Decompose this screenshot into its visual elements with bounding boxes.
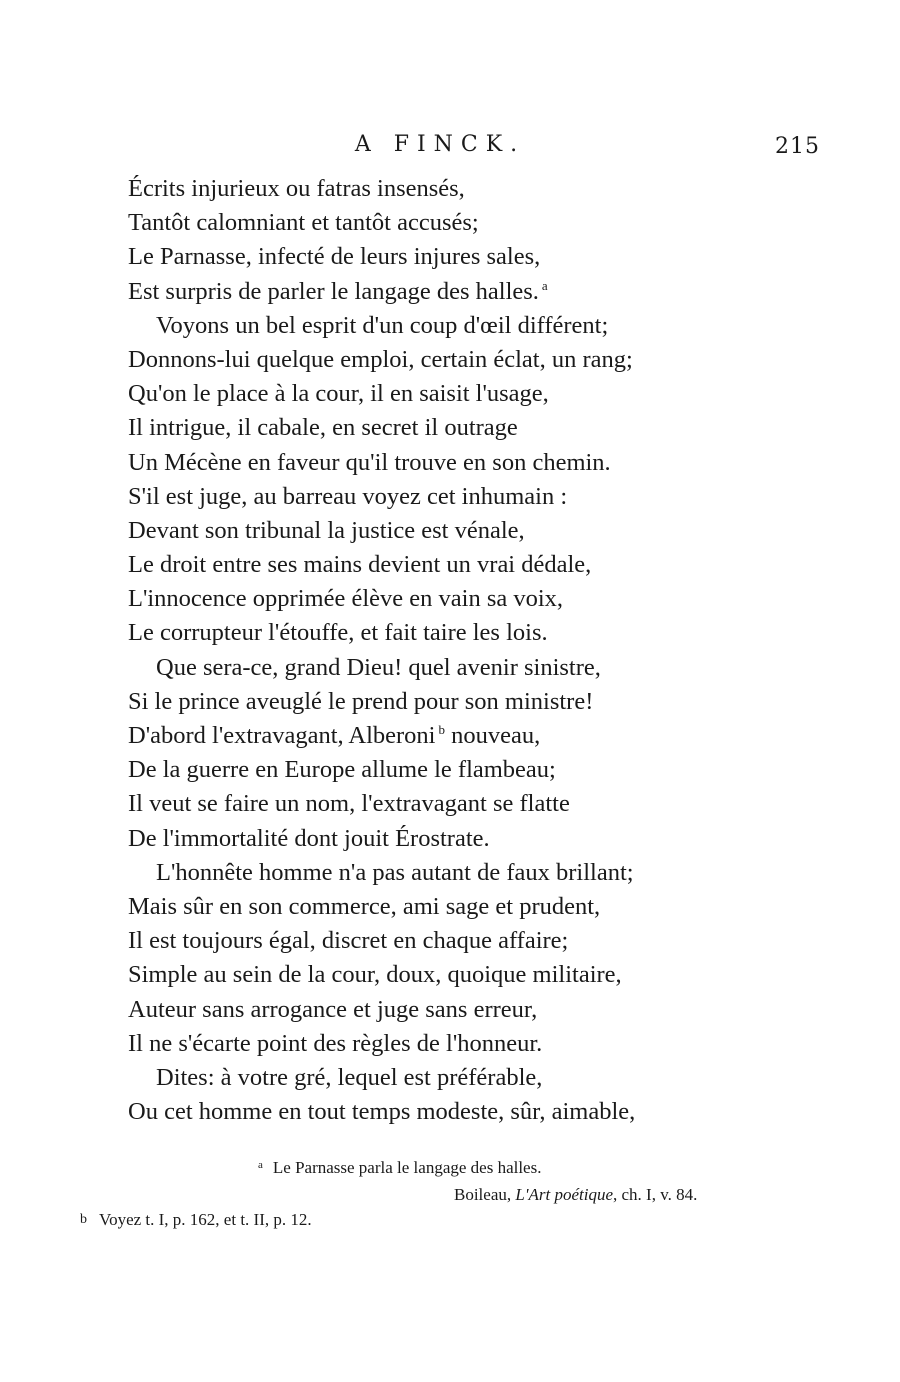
verse-line-text: De l'immortalité dont jouit Érostrate. bbox=[128, 824, 490, 852]
verse-line-text: Le corrupteur l'étouffe, et fait taire les lois. bbox=[128, 619, 548, 647]
verse-line-text: Si le prince aveuglé le prend pour son ministre! bbox=[128, 687, 594, 715]
verse-line bbox=[128, 377, 778, 411]
verse-line-text: S'il est juge, au barreau voyez cet inhumain : bbox=[128, 482, 568, 510]
verse-line-text: Il ne s'écarte point des règles de l'honneur. bbox=[128, 1029, 543, 1057]
verse-line bbox=[128, 206, 778, 240]
footnote-reference-b: b bbox=[438, 722, 445, 737]
verse-block bbox=[128, 172, 778, 1129]
verse-line bbox=[128, 958, 778, 992]
verse-line-text: Est surpris de parler le langage des halles. bbox=[128, 277, 539, 305]
verse-line bbox=[128, 1027, 778, 1061]
footnote-b-text: Voyez t. I, p. 162, et t. II, p. 12. bbox=[99, 1210, 312, 1229]
verse-line bbox=[128, 856, 778, 890]
running-title: A FINCK. bbox=[354, 132, 526, 157]
verse-line-text: Devant son tribunal la justice est vénale, bbox=[128, 516, 525, 544]
verse-line bbox=[128, 890, 778, 924]
attribution-work: L'Art poétique bbox=[515, 1185, 613, 1204]
verse-line-text: Il veut se faire un nom, l'extravagant se flatte bbox=[128, 790, 570, 818]
footnote-b-mark: b bbox=[80, 1212, 87, 1227]
verse-line-text: Ou cet homme en tout temps modeste, sûr, aimable, bbox=[128, 1098, 636, 1126]
verse-line-text: Dites: à votre gré, lequel est préférable, bbox=[156, 1063, 543, 1091]
verse-line bbox=[128, 787, 778, 821]
verse-line-text: Voyons un bel esprit d'un coup d'œil différent; bbox=[156, 311, 609, 339]
verse-line-text: De la guerre en Europe allume le flambeau; bbox=[128, 756, 556, 784]
verse-line bbox=[128, 309, 778, 343]
verse-line bbox=[128, 582, 778, 616]
footnote-b bbox=[80, 1210, 312, 1230]
verse-line bbox=[128, 685, 778, 719]
verse-line bbox=[128, 480, 778, 514]
attribution-reference: , ch. I, v. 84. bbox=[613, 1185, 698, 1204]
verse-line-text: D'abord l'extravagant, Alberoni bbox=[128, 722, 436, 749]
footnote-a bbox=[258, 1158, 541, 1178]
verse-line bbox=[128, 172, 778, 206]
verse-line bbox=[128, 993, 778, 1027]
verse-line bbox=[128, 651, 778, 685]
running-head bbox=[0, 128, 900, 164]
verse-line-text: Écrits injurieux ou fatras insensés, bbox=[128, 175, 465, 202]
verse-line-text: Qu'on le place à la cour, il en saisit l'usage, bbox=[128, 380, 549, 408]
verse-line-text-continued: nouveau, bbox=[445, 722, 541, 749]
verse-line bbox=[128, 343, 778, 377]
footnote-a-attribution bbox=[454, 1185, 697, 1205]
page-number: 215 bbox=[775, 134, 820, 159]
verse-line bbox=[128, 1095, 778, 1129]
verse-line bbox=[128, 548, 778, 582]
verse-line bbox=[128, 753, 778, 787]
verse-line bbox=[128, 240, 778, 274]
verse-line-text: L'innocence opprimée élève en vain sa voix, bbox=[128, 585, 564, 613]
verse-line bbox=[128, 924, 778, 958]
footnote-a-mark: a bbox=[258, 1159, 263, 1171]
verse-line-text: Que sera-ce, grand Dieu! quel avenir sinistre, bbox=[156, 653, 601, 681]
verse-line bbox=[128, 446, 778, 480]
footnote-reference-a: a bbox=[541, 277, 548, 293]
verse-line bbox=[128, 719, 778, 753]
verse-line-text: L'honnête homme n'a pas autant de faux brillant; bbox=[156, 858, 634, 886]
verse-line-text: Simple au sein de la cour, doux, quoique militaire, bbox=[128, 961, 622, 989]
footnote-a-text: Le Parnasse parla le langage des halles. bbox=[272, 1158, 542, 1177]
verse-line-text: Tantôt calomniant et tantôt accusés; bbox=[128, 209, 479, 237]
verse-line bbox=[128, 411, 778, 445]
verse-line bbox=[128, 514, 778, 548]
verse-line-text: Un Mécène en faveur qu'il trouve en son chemin. bbox=[128, 448, 611, 476]
verse-line bbox=[128, 275, 778, 309]
verse-line-text: Donnons-lui quelque emploi, certain éclat, un rang; bbox=[128, 345, 633, 373]
verse-line-text: Il intrigue, il cabale, en secret il outrage bbox=[128, 414, 518, 442]
verse-line-text: Le droit entre ses mains devient un vrai dédale, bbox=[128, 551, 592, 579]
attribution-author: Boileau, bbox=[454, 1185, 516, 1204]
verse-line-text: Il est toujours égal, discret en chaque affaire; bbox=[128, 927, 569, 955]
verse-line bbox=[128, 616, 778, 650]
verse-line bbox=[128, 822, 778, 856]
verse-line-text: Le Parnasse, infecté de leurs injures sales, bbox=[128, 243, 541, 271]
verse-line-text: Auteur sans arrogance et juge sans erreur, bbox=[128, 995, 538, 1023]
verse-line bbox=[128, 1061, 778, 1095]
verse-line-text: Mais sûr en son commerce, ami sage et prudent, bbox=[128, 892, 601, 920]
